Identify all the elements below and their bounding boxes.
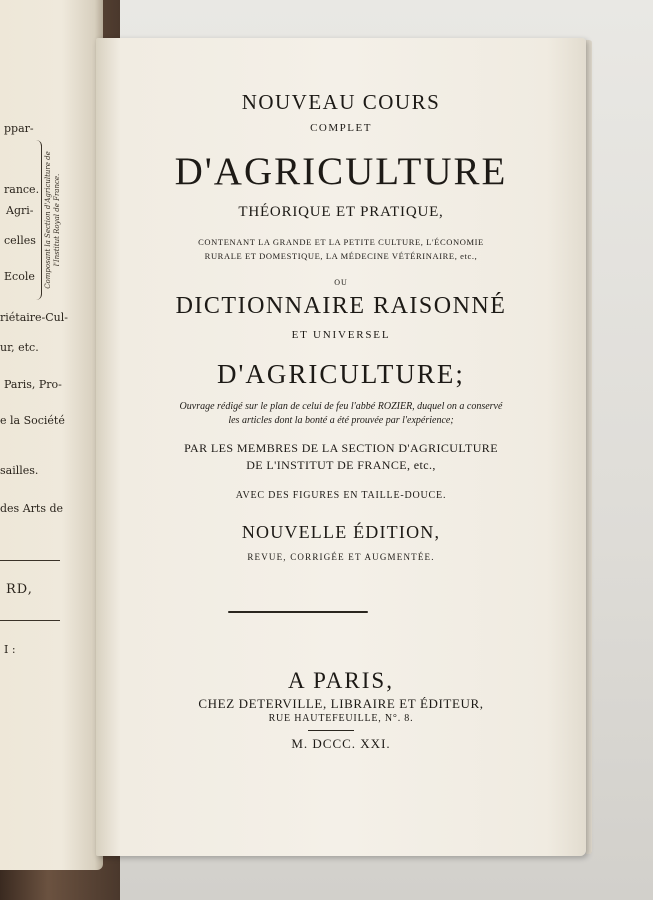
imprint-year: M. DCCC. XXI. — [291, 736, 391, 751]
left-page — [0, 0, 103, 870]
authors-line-1: PAR LES MEMBRES DE LA SECTION D'AGRICULTURE — [184, 441, 498, 455]
left-page-fragment: ppar- — [4, 122, 34, 135]
subtitle-line-contenant: CONTENANT LA GRANDE ET LA PETITE CULTURE, L'ÉCONOMIE — [198, 237, 484, 247]
figures-line: AVEC DES FIGURES EN TAILLE-DOUCE. — [235, 490, 447, 501]
title-page — [96, 38, 586, 856]
title-line-dagriculture-2: D'AGRICULTURE; — [217, 359, 465, 389]
left-page-fragment: des Arts de — [0, 502, 64, 515]
title-line-complet: COMPLET — [310, 122, 372, 134]
imprint-publisher: CHEZ DETERVILLE, LIBRAIRE ET ÉDITEUR, — [198, 696, 484, 711]
authors-line-2: DE L'INSTITUT DE FRANCE, etc., — [246, 458, 436, 472]
imprint-city: A PARIS, — [288, 668, 394, 693]
left-page-fragment: I : — [4, 643, 16, 656]
left-page-fragment: celles — [4, 234, 36, 247]
edition-line: NOUVELLE ÉDITION, — [241, 522, 441, 542]
left-page-fragment: Ecole — [4, 270, 35, 283]
edition-subline: REVUE, CORRIGÉE ET AUGMENTÉE. — [247, 552, 435, 562]
left-page-fragment: rance. — [4, 183, 40, 196]
left-page-fragment: Paris, Pro- — [4, 378, 62, 391]
left-page-fragment: ur, etc. — [0, 341, 39, 354]
left-page-fragment: sailles. — [0, 464, 39, 477]
left-page-vertical-note: Composant la Section d'Agriculture de l'Institut Royal de France. — [44, 151, 61, 289]
desc-line-ouvrage: Ouvrage rédigé sur le plan de celui de feu l'abbé ROZIER, duquel on a conservé — [179, 401, 503, 412]
left-page-fragment: Agri- — [6, 204, 34, 217]
left-page-fragment: RD, — [6, 582, 33, 597]
left-page-rule — [0, 560, 60, 561]
title-line-et-universel: ET UNIVERSEL — [291, 329, 391, 341]
title-line-dictionnaire: DICTIONNAIRE RAISONNÉ — [175, 293, 507, 319]
title-line-nouveau-cours: NOUVEAU COURS — [241, 90, 441, 114]
imprint-address: RUE HAUTEFEUILLE, N°. 8. — [268, 713, 414, 724]
left-page-brace — [35, 140, 42, 300]
title-line-ou: OU — [334, 278, 348, 287]
left-page-fragment: riétaire-Cul- — [0, 311, 69, 324]
left-page-fragment: e la Société — [0, 414, 65, 427]
subtitle-line-rurale: RURALE ET DOMESTIQUE, LA MÉDECINE VÉTÉRINAIRE, etc., — [204, 251, 478, 261]
page-edges — [586, 40, 592, 854]
left-page-rule — [0, 620, 60, 621]
desc-line-articles: les articles dont la bonté a été prouvée par l'expérience; — [228, 415, 454, 426]
imprint-rule — [308, 730, 354, 731]
title-line-dagriculture: D'AGRICULTURE — [174, 150, 508, 193]
title-line-theorique: THÉORIQUE ET PRATIQUE, — [238, 204, 444, 220]
decorative-rule — [228, 611, 368, 613]
